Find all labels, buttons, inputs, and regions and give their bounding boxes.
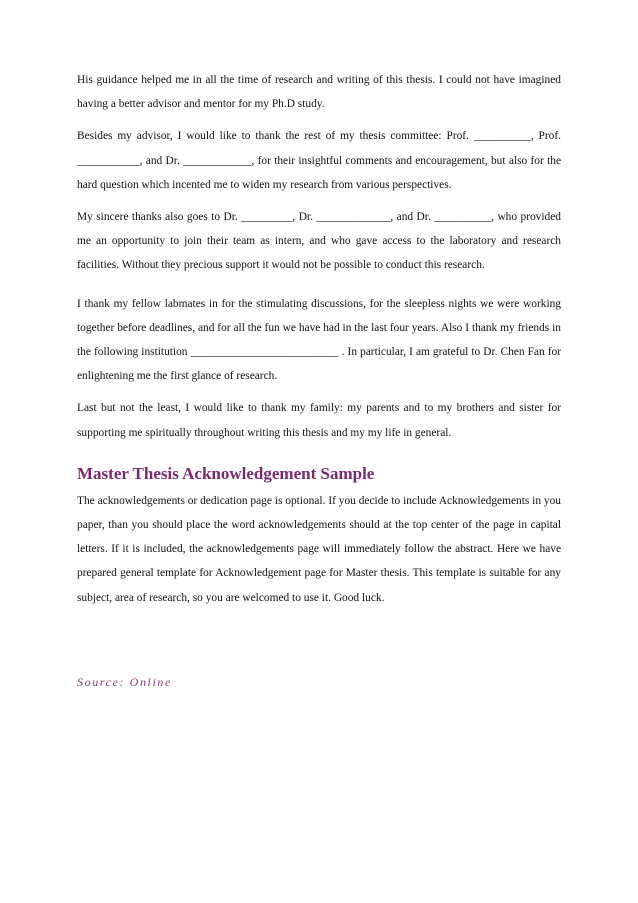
paragraph-section-description: The acknowledgements or dedication page is optional. If you decide to include Acknowledgements in you paper, than you should place the word acknowledgements should at the top center of the page in capital letters. If it is included, the acknowledgements page will immediately follow the abstract. Here we have prepared general template for Acknowledgement page for Master thesis. This template is suitable for any subject, area of research, so you are welcomed to use it. Good luck. <box>77 494 561 604</box>
paragraph-thesis-committee: Besides my advisor, I would like to thank the rest of my thesis committee: Prof. __________, Prof. ___________, and Dr. ____________, for their insightful comments and encouragement, but also for the hard question which incented me to widen my research from various perspectives. <box>77 130 561 191</box>
source-label: Source: Online <box>77 674 172 689</box>
paragraph-advisor-guidance: His guidance helped me in all the time of research and writing of this thesis. I could not have imagined having a better advisor and mentor for my Ph.D study. <box>77 74 561 111</box>
section-heading: Master Thesis Acknowledgement Sample <box>77 463 375 483</box>
document-page <box>77 68 561 694</box>
paragraph-sincere-thanks: My sincere thanks also goes to Dr. _________, Dr. _____________, and Dr. __________, who provided me an opportunity to join their team as intern, and who gave access to the laboratory and research facilities. Without they precious support it would not be possible to conduct this research. <box>77 211 561 272</box>
paragraph-labmates: I thank my fellow labmates in for the stimulating discussions, for the sleepless nights we were working together before deadlines, and for all the fun we have had in the last four years. Also I thank my friends in the following institution __________________________ . In particular, I am grateful to Dr. Chen Fan for enlightening me the first glance of research. <box>77 297 561 383</box>
paragraph-family: Last but not the least, I would like to thank my family: my parents and to my brothers and sister for supporting me spiritually throughout writing this thesis and my my life in general. <box>77 402 561 439</box>
